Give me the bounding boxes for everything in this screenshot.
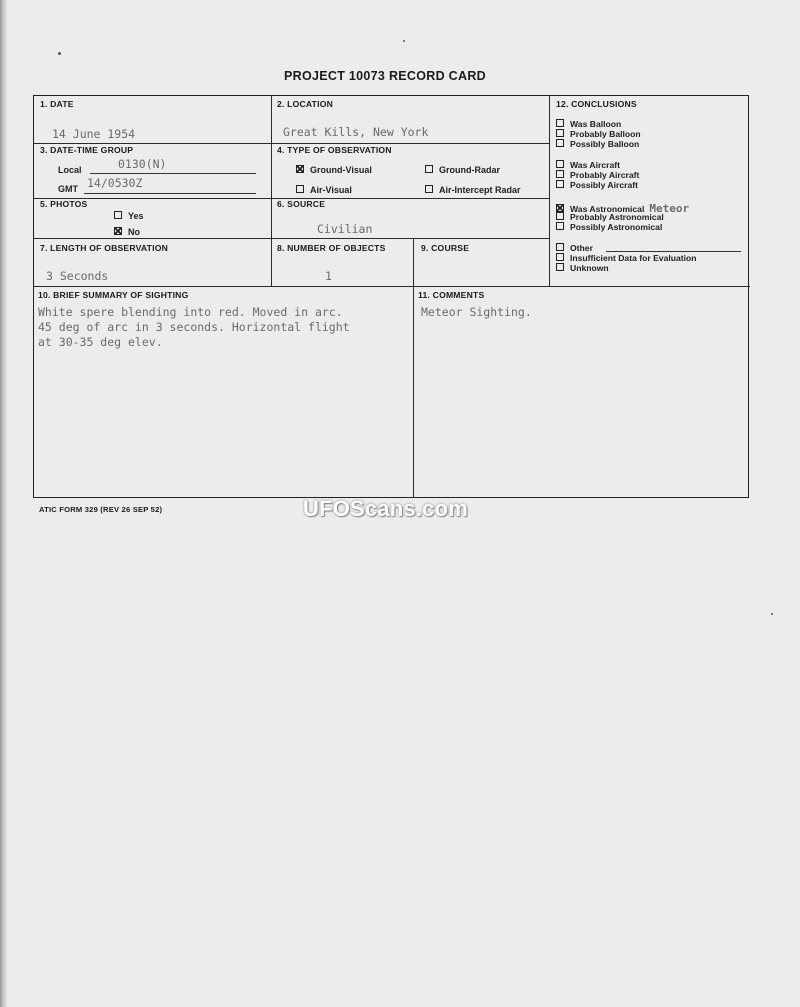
length-label: 7. LENGTH OF OBSERVATION <box>40 243 168 253</box>
conclusion-option[interactable]: Was Aircraft <box>556 160 620 170</box>
date-label: 1. DATE <box>40 99 74 109</box>
photos-yes-option[interactable]: Yes <box>114 211 144 221</box>
checkbox-icon[interactable] <box>556 170 564 178</box>
air-intercept-option[interactable]: Air-Intercept Radar <box>425 185 521 195</box>
conclusion-option[interactable]: Was Balloon <box>556 119 621 129</box>
checkbox-icon[interactable] <box>425 185 433 193</box>
conclusion-option[interactable]: Unknown <box>556 263 609 273</box>
other-underline <box>606 251 741 252</box>
checkbox-icon[interactable] <box>556 263 564 271</box>
dtg-gmt-value: 14/0530Z <box>87 176 143 190</box>
checkbox-checked-icon[interactable] <box>114 227 122 235</box>
conclusions-label: 12. CONCLUSIONS <box>556 99 637 109</box>
conclusion-option[interactable]: Possibly Astronomical <box>556 222 662 232</box>
checkbox-icon[interactable] <box>296 185 304 193</box>
photos-label: 5. PHOTOS <box>40 199 88 209</box>
source-label: 6. SOURCE <box>277 199 326 209</box>
ground-radar-option[interactable]: Ground-Radar <box>425 165 500 175</box>
form-number: ATIC FORM 329 (REV 26 SEP 52) <box>39 505 163 514</box>
scan-edge <box>0 0 7 1007</box>
conclusion-option[interactable]: Possibly Aircraft <box>556 180 638 190</box>
conclusion-option-astronomical[interactable]: Was Astronomical Meteor <box>556 201 689 216</box>
checkbox-icon[interactable] <box>556 160 564 168</box>
scan-speck <box>58 52 61 55</box>
divider <box>34 238 549 239</box>
location-label: 2. LOCATION <box>277 99 333 109</box>
objects-label: 8. NUMBER OF OBJECTS <box>277 243 386 253</box>
checkbox-icon[interactable] <box>556 212 564 220</box>
checkbox-icon[interactable] <box>114 211 122 219</box>
watermark: UFOScans.com <box>303 496 469 521</box>
checkbox-checked-icon[interactable] <box>296 165 304 173</box>
dtg-local-value: 0130(N) <box>118 157 167 171</box>
scan-speck <box>771 613 773 615</box>
course-label: 9. COURSE <box>421 243 470 253</box>
checkbox-checked-icon[interactable] <box>556 204 564 212</box>
summary-label: 10. BRIEF SUMMARY OF SIGHTING <box>38 290 189 300</box>
checkbox-icon[interactable] <box>556 243 564 251</box>
observation-type-label: 4. TYPE OF OBSERVATION <box>277 145 392 155</box>
divider <box>271 96 272 286</box>
comments-label: 11. COMMENTS <box>418 290 485 300</box>
location-value: Great Kills, New York <box>283 125 429 139</box>
divider <box>34 286 750 287</box>
checkbox-icon[interactable] <box>556 222 564 230</box>
checkbox-icon[interactable] <box>425 165 433 173</box>
source-value: Civilian <box>317 222 373 236</box>
dtg-local-underline <box>90 173 256 174</box>
conclusion-option[interactable]: Insufficient Data for Evaluation <box>556 253 697 263</box>
summary-line: 45 deg of arc in 3 seconds. Horizontal flight <box>38 320 350 334</box>
dtg-gmt-label: GMT <box>58 184 78 194</box>
checkbox-icon[interactable] <box>556 139 564 147</box>
checkbox-icon[interactable] <box>556 119 564 127</box>
scan-speck <box>403 40 405 42</box>
divider <box>549 96 550 286</box>
dtg-gmt-underline <box>84 193 256 194</box>
objects-value: 1 <box>325 269 332 283</box>
date-value: 14 June 1954 <box>52 127 136 141</box>
summary-line: at 30-35 deg elev. <box>38 335 163 349</box>
air-visual-option[interactable]: Air-Visual <box>296 185 352 195</box>
conclusion-option[interactable]: Probably Balloon <box>556 129 641 139</box>
comments-value: Meteor Sighting. <box>421 305 532 319</box>
card-title: PROJECT 10073 RECORD CARD <box>284 69 486 83</box>
conclusion-option[interactable]: Probably Astronomical <box>556 212 664 222</box>
conclusion-option[interactable]: Probably Aircraft <box>556 170 639 180</box>
checkbox-icon[interactable] <box>556 253 564 261</box>
checkbox-icon[interactable] <box>556 180 564 188</box>
divider <box>413 238 414 498</box>
dtg-local-label: Local <box>58 165 82 175</box>
length-value: 3 Seconds <box>46 269 109 283</box>
conclusion-option[interactable]: Possibly Balloon <box>556 139 639 149</box>
photos-no-option[interactable]: No <box>114 227 140 237</box>
summary-line: White spere blending into red. Moved in arc. <box>38 305 343 319</box>
ground-visual-option[interactable]: Ground-Visual <box>296 165 372 175</box>
dtg-label: 3. DATE-TIME GROUP <box>40 145 134 155</box>
meteor-note: Meteor <box>649 202 690 215</box>
checkbox-icon[interactable] <box>556 129 564 137</box>
conclusion-option-other[interactable]: Other <box>556 243 593 253</box>
